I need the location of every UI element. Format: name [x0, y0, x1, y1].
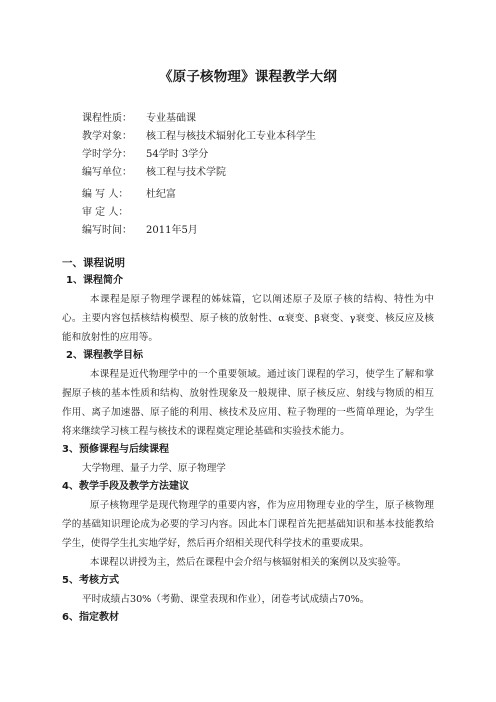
subsection-heading: 2、课程教学目标	[66, 350, 143, 361]
paragraph: 本课程是近代物理学中的一个重要领域。通过该门课程的学习，使学生了解和掌握原子核的基本性质和结构、放射性现象及一般规律、原子核反应、射线与物质的相互作用、离子加速器、原子能的利用、核技术及应用、粒子物理的一些简单理论，为学生将来继续学习核工程与核技术的课程奠定理论基础和实验技术能力。	[62, 369, 434, 437]
info-value: 核工程与核技术辐射化工专业本科学生	[146, 131, 316, 142]
subsection-heading: 6、指定教材	[62, 612, 119, 623]
paragraph: 平时成绩占30%（考勤、课堂表现和作业），闭卷考试成绩占70%。	[82, 594, 370, 605]
section-heading: 一、课程说明	[62, 257, 125, 269]
paragraph: 本课程以讲授为主，然后在课程中会介绍与核辐射相关的案例以及实验等。	[89, 557, 407, 568]
info-label: 编写时间：	[82, 225, 132, 236]
info-value: 核工程与技术学院	[146, 167, 226, 178]
info-label: 编写单位：	[82, 167, 132, 178]
info-label: 编 写 人：	[82, 189, 129, 200]
info-label: 审 定 人：	[82, 207, 129, 218]
info-label: 学时学分：	[82, 149, 132, 160]
document-body	[62, 252, 434, 627]
subsection-heading: 1、课程简介	[66, 275, 123, 286]
paragraph: 大学物理、量子力学、原子物理学	[82, 463, 226, 474]
info-value: 专业基础课	[146, 113, 196, 124]
subsection-heading: 4、教学手段及教学方法建议	[62, 481, 189, 492]
document-title: 《原子核物理》课程教学大纲	[158, 69, 338, 85]
subsection-heading: 3、预修课程与后续课程	[62, 444, 169, 455]
paragraph: 本课程是原子物理学课程的姊妹篇，它以阐述原子及原子核的结构、特性为中心。主要内容包括核结构模型、原子核的放射性、α衰变、β衰变、γ衰变、核反应及核能和放射性的应用等。	[62, 294, 434, 343]
info-value: 54学时 3学分	[146, 149, 209, 160]
info-value: 2011年5月	[146, 225, 198, 236]
subsection-heading: 5、考核方式	[62, 575, 119, 586]
info-value: 杜纪富	[146, 189, 176, 200]
info-label: 课程性质：	[82, 113, 132, 124]
paragraph: 原子核物理学是现代物理学的重要内容，作为应用物理专业的学生，原子核物理学的基础知识理论成为必要的学习内容。因此本门课程首先把基础知识和基本技能教给学生，使得学生扎实地学好，然后再介绍相关现代科学技术的重要成果。	[62, 500, 434, 549]
info-label: 教学对象：	[82, 131, 132, 142]
